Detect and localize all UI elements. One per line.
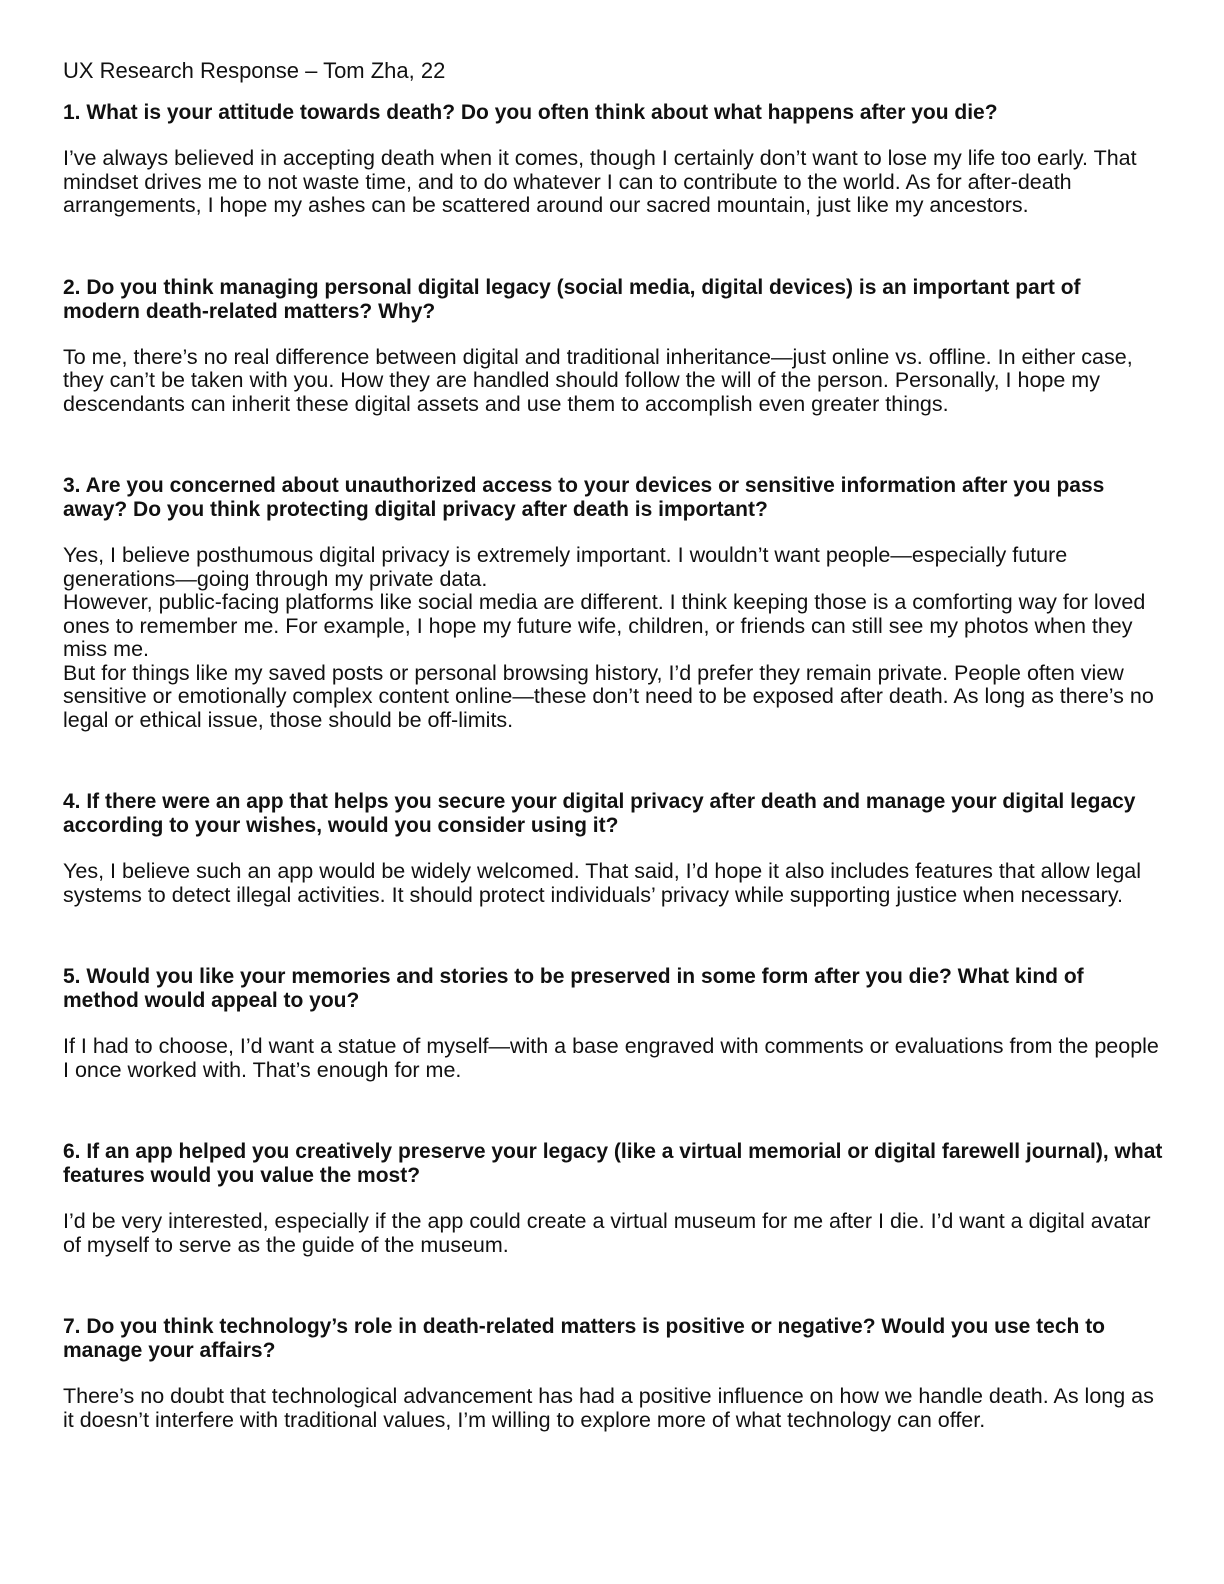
question-7: 7. Do you think technology’s role in death-related matters is positive or negative? Would you use tech to manage your affairs?	[63, 1315, 1106, 1362]
answer-7	[63, 1385, 1163, 1432]
answer-paragraph: Yes, I believe such an app would be widely welcomed. That said, I’d hope it also includes features that allow legal systems to detect illegal activities. It should protect individuals’ privacy while supporting justice when necessary.	[63, 859, 1142, 907]
document-title: UX Research Response – Tom Zha, 22	[63, 58, 446, 83]
question-3: 3. Are you concerned about unauthorized access to your devices or sensitive information after you pass away? Do you think protecting digital privacy after death is important?	[63, 474, 1105, 521]
qa-item	[63, 276, 1163, 417]
answer-paragraph: I’ve always believed in accepting death when it comes, though I certainly don’t want to lose my life too early. That mindset drives me to not waste time, and to do whatever I can to contribute to the world. As for after-death arrangements, I hope my ashes can be scattered around our sacred mountain, just like my ancestors.	[63, 146, 1137, 217]
qa-item	[63, 1315, 1163, 1432]
answer-paragraph: I’d be very interested, especially if the app could create a virtual museum for me after I die. I’d want a digital avatar of myself to serve as the guide of the museum.	[63, 1209, 1151, 1257]
question-1: 1. What is your attitude towards death? Do you often think about what happens after you die?	[63, 101, 998, 124]
document-page	[63, 57, 1163, 1432]
answer-paragraph: There’s no doubt that technological advancement has had a positive influence on how we handle death. As long as it doesn’t interfere with traditional values, I’m willing to explore more of what technology can offer.	[63, 1384, 1154, 1432]
answer-2	[63, 346, 1163, 417]
answer-3	[63, 544, 1163, 732]
answer-paragraph: But for things like my saved posts or personal browsing history, I’d prefer they remain private. People often view sensitive or emotionally complex content online—these don’t need to be exposed after death. As long as there’s no legal or ethical issue, those should be off-limits.	[63, 660, 1154, 732]
answer-4	[63, 860, 1163, 907]
qa-item	[63, 1140, 1163, 1257]
question-5: 5. Would you like your memories and stories to be preserved in some form after you die? What kind of method would appeal to you?	[63, 965, 1084, 1012]
answer-paragraph: If I had to choose, I’d want a statue of myself—with a base engraved with comments or evaluations from the people I once worked with. That’s enough for me.	[63, 1034, 1159, 1082]
question-6: 6. If an app helped you creatively preserve your legacy (like a virtual memorial or digital farewell journal), what features would you value the most?	[63, 1140, 1163, 1187]
answer-paragraph: To me, there’s no real difference between digital and traditional inheritance—just online vs. offline. In either case, they can’t be taken with you. How they are handled should follow the will of the person. Personally, I hope my descendants can inherit these digital assets and use them to accomplish even greater things.	[63, 344, 1133, 416]
qa-item	[63, 965, 1163, 1082]
answer-paragraph: However, public-facing platforms like social media are different. I think keeping those is a comforting way for loved ones to remember me. For example, I hope my future wife, children, or friends can still see my photos when they miss me.	[63, 590, 1146, 661]
answer-1	[63, 147, 1163, 218]
question-4: 4. If there were an app that helps you secure your digital privacy after death and manage your digital legacy according to your wishes, would you consider using it?	[63, 790, 1136, 837]
answer-paragraph: Yes, I believe posthumous digital privacy is extremely important. I wouldn’t want people—especially future generations—going through my private data.	[63, 543, 1068, 591]
qa-item	[63, 101, 1163, 218]
qa-item	[63, 474, 1163, 732]
answer-6	[63, 1210, 1163, 1257]
answer-5	[63, 1035, 1163, 1082]
question-2: 2. Do you think managing personal digital legacy (social media, digital devices) is an important part of modern death-related matters? Why?	[63, 275, 1081, 323]
qa-item	[63, 790, 1163, 907]
